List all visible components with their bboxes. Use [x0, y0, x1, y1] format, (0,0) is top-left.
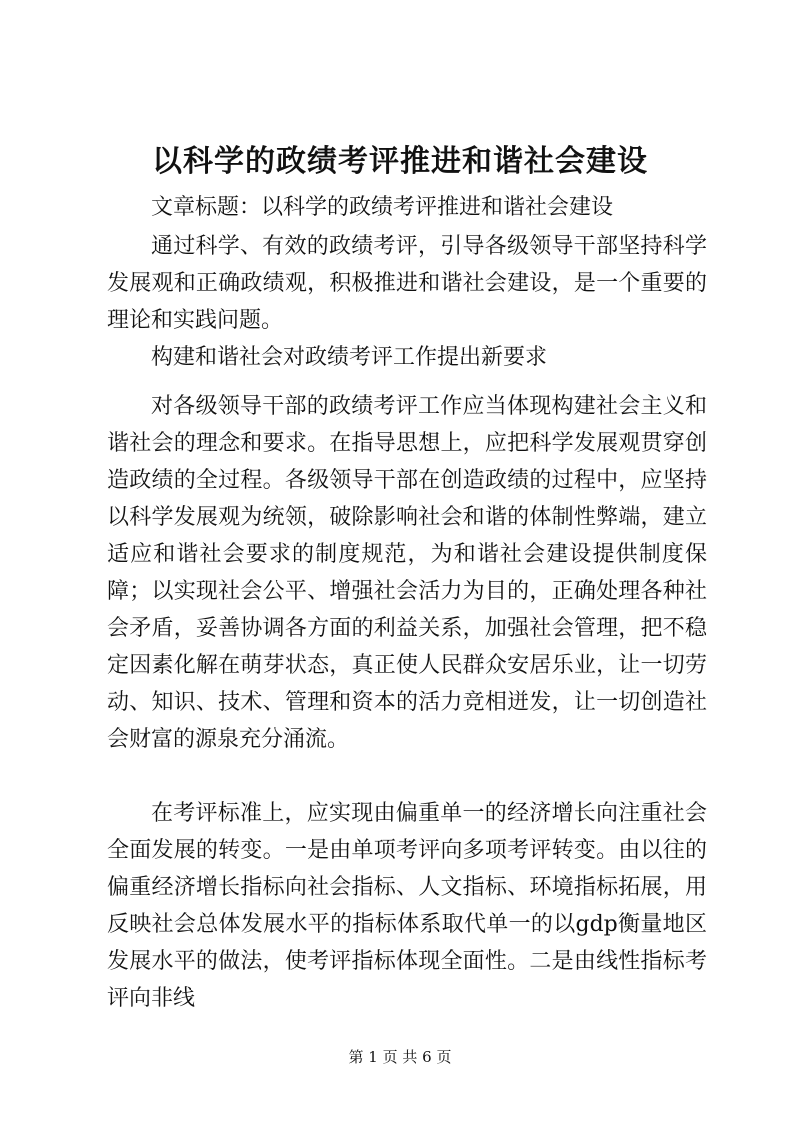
standard-paragraph: 在考评标准上，应实现由偏重单一的经济增长向注重社会全面发展的转变。一是由单项考评向多项考评转变。由以往的偏重经济增长指标向社会指标、人文指标、环境指标拓展，用反映社会总体发展水平的指标体系取代单一的以gdp衡量地区发展水平的做法，使考评指标体现全面性。二是由线性指标考评向非线	[107, 801, 707, 1011]
intro-paragraph: 通过科学、有效的政绩考评，引导各级领导干部坚持科学发展观和正确政绩观，积极推进和谐社会建设，是一个重要的理论和实践问题。	[107, 234, 707, 333]
page-number-footer: 第 1 页 共 6 页	[348, 1048, 452, 1066]
main-paragraph: 对各级领导干部的政绩考评工作应当体现构建社会主义和谐社会的理念和要求。在指导思想上，应把科学发展观贯穿创造政绩的全过程。各级领导干部在创造政绩的过程中，应坚持以科学发展观为统领，破除影响社会和谐的体制性弊端，建立适应和谐社会要求的制度规范，为和谐社会建设提供制度保障；以实现社会公平、增强社会活力为目的，正确处理各种社会矛盾，妥善协调各方面的利益关系，加强社会管理，把不稳定因素化解在萌芽状态，真正使人民群众安居乐业，让一切劳动、知识、技术、管理和资本的活力竞相迸发，让一切创造社会财富的源泉充分涌流。	[107, 394, 707, 752]
document-title: 以科学的政绩考评推进和谐社会建设	[152, 144, 648, 179]
subtitle-paragraph: 文章标题：以科学的政绩考评推进和谐社会建设	[151, 195, 614, 220]
section-heading: 构建和谐社会对政绩考评工作提出新要求	[151, 345, 548, 370]
